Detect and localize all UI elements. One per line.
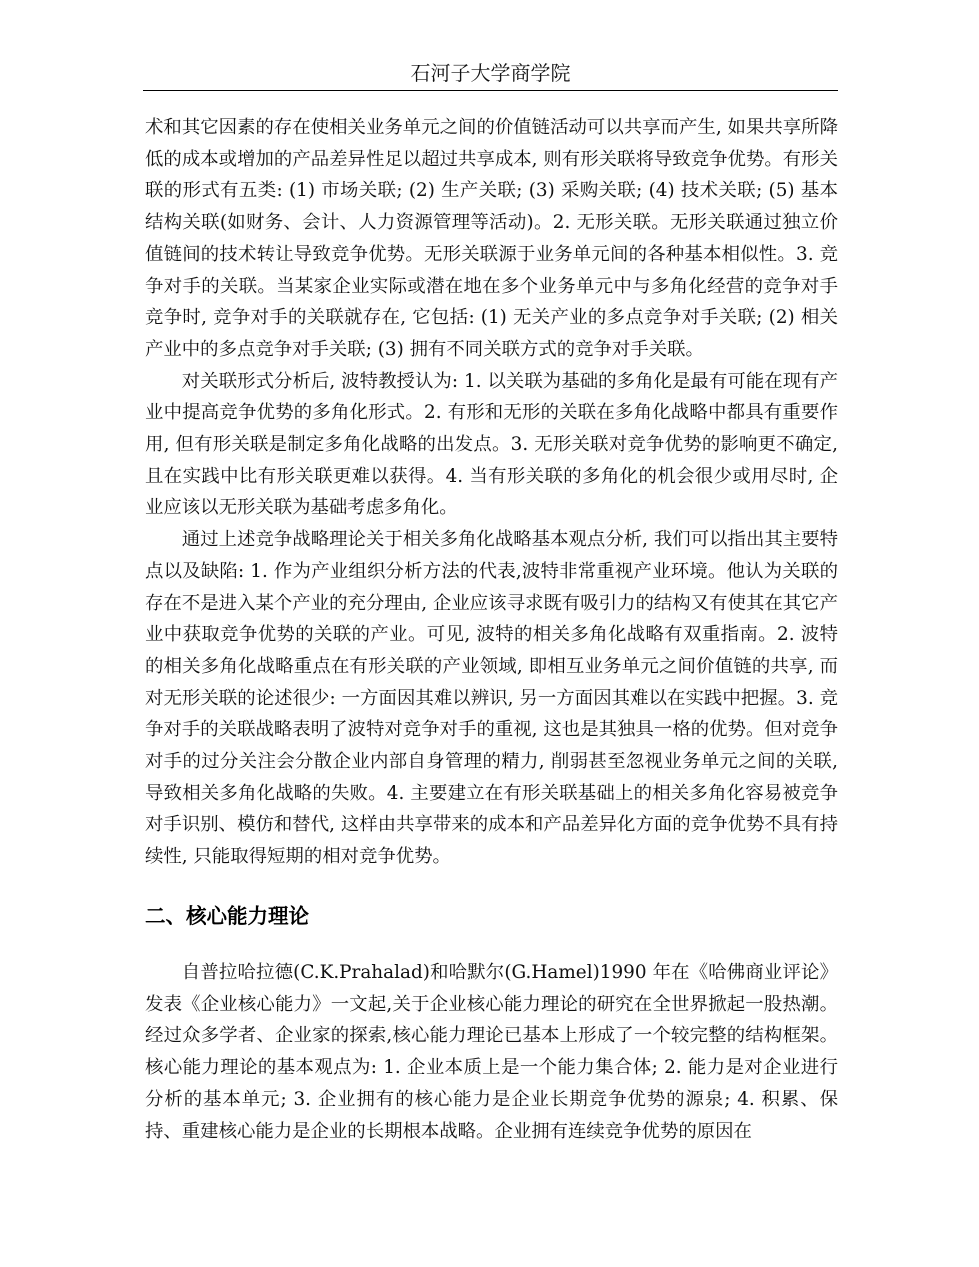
page-header <box>143 58 838 91</box>
paragraph: 通过上述竞争战略理论关于相关多角化战略基本观点分析, 我们可以指出其主要特点以及缺陷: 1. 作为产业组织分析方法的代表,波特非常重视产业环境。他认为关联的存在不是进入某个产业的充分理由, 企业应该寻求既有吸引力的结构又有使其在其它产业中获取竞争优势的关联的产业。可见, 波特的相关多角化战略有双重指南。2. 波特的相关多角化战略重点在有形关联的产业领域, 即相互业务单元之间价值链的共享, 而对无形关联的论述很少: 一方面因其难以辨识, 另一方面因其难以在实践中把握。3. 竞争对手的关联战略表明了波特对竞争对手的重视, 这也是其独具一格的优势。但对竞争对手的过分关注会分散企业内部自身管理的精力, 削弱甚至忽视业务单元之间的关联, 导致相关多角化战略的失败。4. 主要建立在有形关联基础上的相关多角化容易被竞争对手识别、模仿和替代, 这样由共享带来的成本和产品差异化方面的竞争优势不具有持续性, 只能取得短期的相对竞争优势。 <box>145 529 838 868</box>
section-heading: 二、核心能力理论 <box>145 904 309 928</box>
header-title: 石河子大学商学院 <box>410 61 571 85</box>
paragraph-continuation: 术和其它因素的存在使相关业务单元之间的价值链活动可以共享而产生, 如果共享所降低的成本或增加的产品差异性足以超过共享成本, 则有形关联将导致竞争优势。有形关联的形式有五类: (1) 市场关联; (2) 生产关联; (3) 采购关联; (4) 技术关联; (5) 基本结构关联(如财务、会计、人力资源管理等活动)。2. 无形关联。无形关联通过独立价值链间的技术转让导致竞争优势。无形关联源于业务单元间的各种基本相似性。3. 竞争对手的关联。当某家企业实际或潜在地在多个业务单元中与多角化经营的竞争对手竞争时, 竞争对手的关联就存在, 它包括: (1) 无关产业的多点竞争对手关联; (2) 相关产业中的多点竞争对手关联; (3) 拥有不同关联方式的竞争对手关联。 <box>145 117 838 360</box>
paragraph: 自普拉哈拉德(C.K.Prahalad)和哈默尔(G.Hamel)1990 年在《哈佛商业评论》发表《企业核心能力》一文起,关于企业核心能力理论的研究在全世界掀起一股热潮。经过众多学者、企业家的探索,核心能力理论已基本上形成了一个较完整的结构框架。核心能力理论的基本观点为: 1. 企业本质上是一个能力集合体; 2. 能力是对企业进行分析的基本单元; 3. 企业拥有的核心能力是企业长期竞争优势的源泉; 4. 积累、保持、重建核心能力是企业的长期根本战略。企业拥有连续竞争优势的原因在 <box>145 962 838 1142</box>
body-text-block <box>145 112 838 873</box>
body-text-block <box>145 957 838 1147</box>
paragraph: 对关联形式分析后, 波特教授认为: 1. 以关联为基础的多角化是最有可能在现有产业中提高竞争优势的多角化形式。2. 有形和无形的关联在多角化战略中都具有重要作用, 但有形关联是制定多角化战略的出发点。3. 无形关联对竞争优势的影响更不确定, 且在实践中比有形关联更难以获得。4. 当有形关联的多角化的机会很少或用尽时, 企业应该以无形关联为基础考虑多角化。 <box>145 370 838 519</box>
